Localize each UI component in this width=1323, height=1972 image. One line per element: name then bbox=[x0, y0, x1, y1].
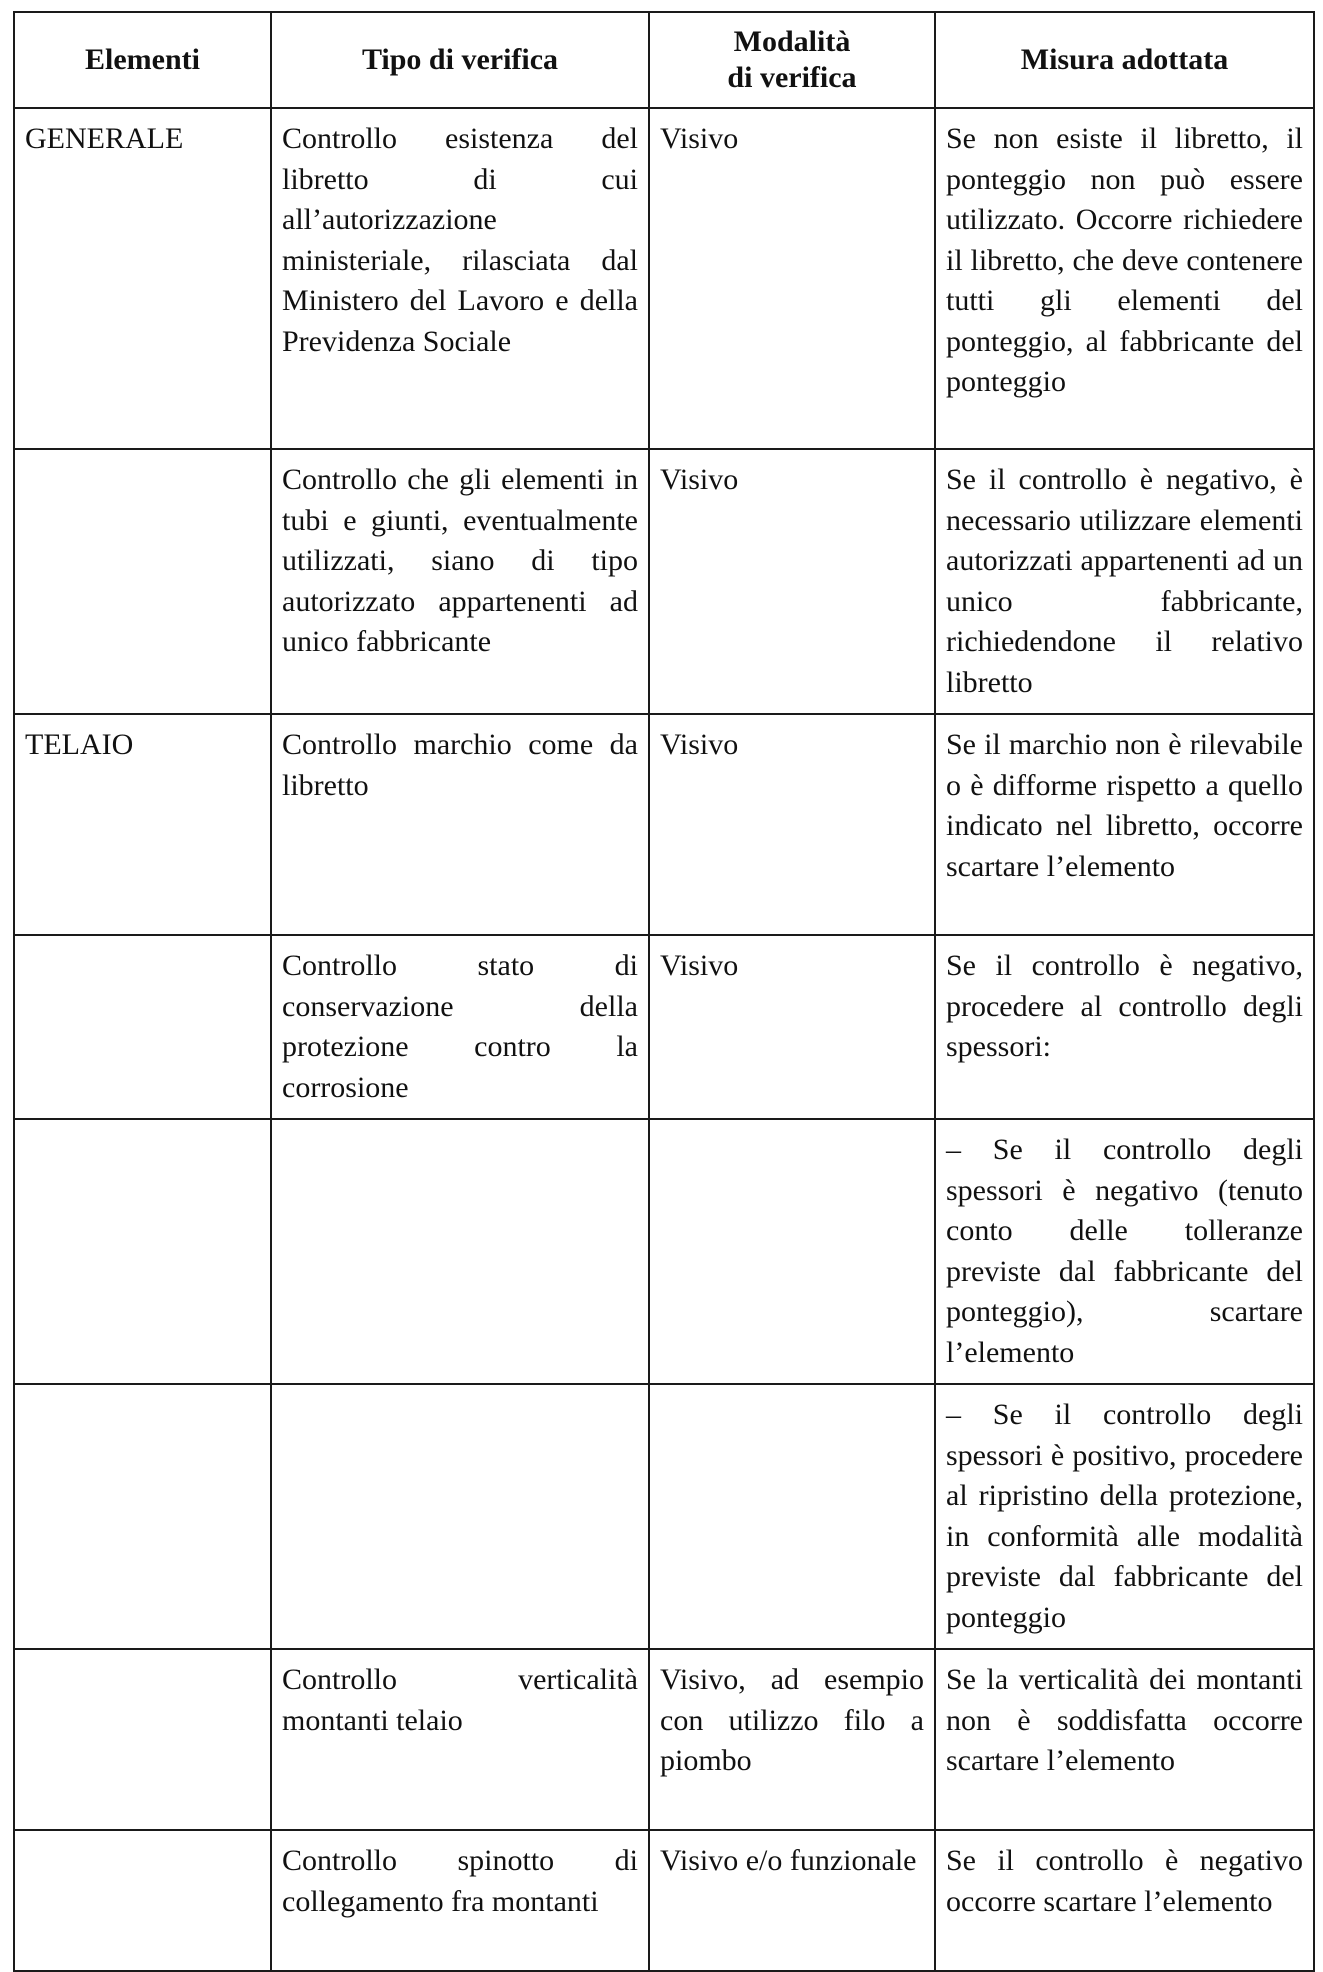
table-row bbox=[14, 714, 1314, 935]
header-modalita-line2: di verifica bbox=[727, 61, 857, 94]
cell-elementi bbox=[14, 1384, 271, 1649]
cell-modalita: Visivo bbox=[649, 108, 935, 449]
cell-elementi bbox=[14, 1830, 271, 1971]
cell-tipo: Controllo esistenza del libretto di cui all’autorizzazione ministeriale, rilasciata dal Ministero del Lavoro e della Previdenza Sociale bbox=[271, 108, 649, 449]
table-row bbox=[14, 449, 1314, 714]
header-modalita-line1: Modalità bbox=[733, 25, 851, 58]
cell-misura: Se la verticalità dei montanti non è soddisfatta occorre scartare l’elemento bbox=[935, 1649, 1314, 1830]
cell-tipo bbox=[271, 1384, 649, 1649]
cell-misura: Se il marchio non è rilevabile o è difforme rispetto a quello indicato nel libretto, occorre scartare l’elemento bbox=[935, 714, 1314, 935]
cell-tipo: Controllo spinotto di collegamento fra montanti bbox=[271, 1830, 649, 1971]
verification-table bbox=[13, 11, 1315, 1972]
cell-elementi bbox=[14, 1119, 271, 1384]
cell-misura: Se non esiste il libretto, il ponteggio non può essere utilizzato. Occorre richiedere il libretto, che deve contenere tutti gli elementi del ponteggio, al fabbricante del ponteggio bbox=[935, 108, 1314, 449]
cell-misura: – Se il controllo degli spessori è positivo, procedere al ripristino della protezione, in conformità alle modalità previste dal fabbricante del ponteggio bbox=[935, 1384, 1314, 1649]
cell-tipo: Controllo verticalità montanti telaio bbox=[271, 1649, 649, 1830]
cell-elementi bbox=[14, 449, 271, 714]
cell-elementi: TELAIO bbox=[14, 714, 271, 935]
cell-tipo bbox=[271, 1119, 649, 1384]
table-row bbox=[14, 1384, 1314, 1649]
cell-elementi bbox=[14, 1649, 271, 1830]
cell-misura: Se il controllo è negativo occorre scartare l’elemento bbox=[935, 1830, 1314, 1971]
cell-misura: – Se il controllo degli spessori è negativo (tenuto conto delle tolleranze previste dal fabbricante del ponteggio), scartare l’elemento bbox=[935, 1119, 1314, 1384]
table-row bbox=[14, 1830, 1314, 1971]
cell-modalita: Visivo bbox=[649, 449, 935, 714]
cell-modalita: Visivo e/o funzionale bbox=[649, 1830, 935, 1971]
cell-tipo: Controllo marchio come da libretto bbox=[271, 714, 649, 935]
table-row bbox=[14, 1119, 1314, 1384]
table-header bbox=[14, 12, 1314, 108]
header-misura-adottata: Misura adottata bbox=[935, 12, 1314, 108]
cell-modalita bbox=[649, 1384, 935, 1649]
cell-elementi: GENERALE bbox=[14, 108, 271, 449]
cell-misura: Se il controllo è negativo, è necessario utilizzare elementi autorizzati appartenenti ad un unico fabbricante, richiedendone il relativo libretto bbox=[935, 449, 1314, 714]
cell-modalita: Visivo bbox=[649, 714, 935, 935]
table-row bbox=[14, 1649, 1314, 1830]
header-tipo-di-verifica: Tipo di verifica bbox=[271, 12, 649, 108]
table-body bbox=[14, 108, 1314, 1971]
header-elementi: Elementi bbox=[14, 12, 271, 108]
cell-modalita: Visivo bbox=[649, 935, 935, 1119]
table-row bbox=[14, 108, 1314, 449]
header-modalita-di-verifica bbox=[649, 12, 935, 108]
header-row bbox=[14, 12, 1314, 108]
cell-misura: Se il controllo è negativo, procedere al controllo degli spessori: bbox=[935, 935, 1314, 1119]
cell-tipo: Controllo che gli elementi in tubi e giunti, eventualmente utilizzati, siano di tipo autorizzato appartenenti ad unico fabbricante bbox=[271, 449, 649, 714]
cell-elementi bbox=[14, 935, 271, 1119]
table-row bbox=[14, 935, 1314, 1119]
cell-tipo: Controllo stato di conservazione della protezione contro la corrosione bbox=[271, 935, 649, 1119]
cell-modalita bbox=[649, 1119, 935, 1384]
cell-modalita: Visivo, ad esempio con utilizzo filo a piombo bbox=[649, 1649, 935, 1830]
